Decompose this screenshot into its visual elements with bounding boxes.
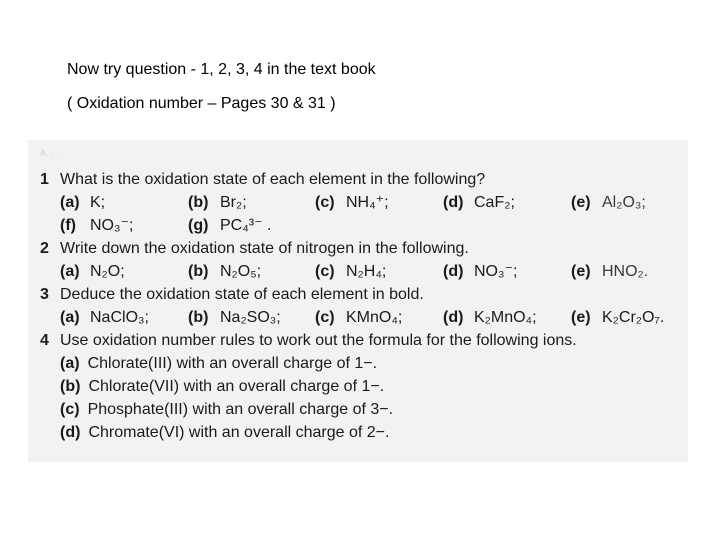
part-formula: Br₂; [220,194,247,211]
part-label: (a) [60,309,80,326]
part-formula: NO₃⁻; [90,217,134,234]
question-number: 3 [40,286,49,303]
question-text: Use oxidation number rules to work out the formula for the following ions. [60,332,577,349]
part-label: (c) [60,401,80,418]
part-formula: HNO₂. [602,263,649,280]
page-reference-line: ( Oxidation number – Pages 30 & 31 ) [67,95,336,112]
part-formula: Na₂SO₃; [220,309,281,326]
question-number: 2 [40,240,49,257]
question-number: 1 [40,171,49,188]
instruction-line: Now try question - 1, 2, 3, 4 in the text book [67,61,376,78]
part-label: (d) [443,194,464,211]
scan-smudge-text: A. . . [40,148,59,158]
part-formula: N₂O; [90,263,125,280]
part-formula: PC₄³⁻ . [220,217,272,234]
question-number: 4 [40,332,49,349]
part-formula: K₂Cr₂O₇. [602,309,665,326]
part-label: (e) [571,194,591,211]
part-label: (c) [315,309,335,326]
question-text: Write down the oxidation state of nitrogen in the following. [60,240,469,257]
part-label: (d) [60,424,81,441]
question-text: Deduce the oxidation state of each element in bold. [60,286,424,303]
part-label: (b) [188,263,209,280]
part-label: (b) [188,309,209,326]
question-text: What is the oxidation state of each element in the following? [60,171,486,188]
part-formula: KMnO₄; [346,309,403,326]
part-formula: NO₃⁻; [474,263,518,280]
part-label: (b) [60,378,81,395]
part-label: (f) [60,217,76,234]
part-text: Chlorate(VII) with an overall charge of 1−. [88,378,385,395]
part-formula: CaF₂; [474,194,515,211]
part-formula: NH₄⁺; [346,194,389,211]
part-text: Chlorate(III) with an overall charge of 1−. [87,355,378,372]
part-formula: N₂H₄; [346,263,387,280]
part-formula: NaClO₃; [90,309,149,326]
part-formula: K; [90,194,106,211]
part-label: (e) [571,309,591,326]
part-label: (a) [60,263,80,280]
part-label: (c) [315,263,335,280]
scanned-question-image [28,140,688,462]
part-formula: K₂MnO₄; [474,309,537,326]
part-formula: Al₂O₃; [602,194,646,211]
part-label: (g) [188,217,209,234]
part-label: (b) [188,194,209,211]
part-label: (a) [60,355,80,372]
part-text: Phosphate(III) with an overall charge of 3−. [87,401,394,418]
part-label: (c) [315,194,335,211]
part-text: Chromate(VI) with an overall charge of 2−. [88,424,390,441]
part-label: (d) [443,309,464,326]
part-label: (e) [571,263,591,280]
part-label: (a) [60,194,80,211]
part-formula: N₂O₅; [220,263,262,280]
part-label: (d) [443,263,464,280]
